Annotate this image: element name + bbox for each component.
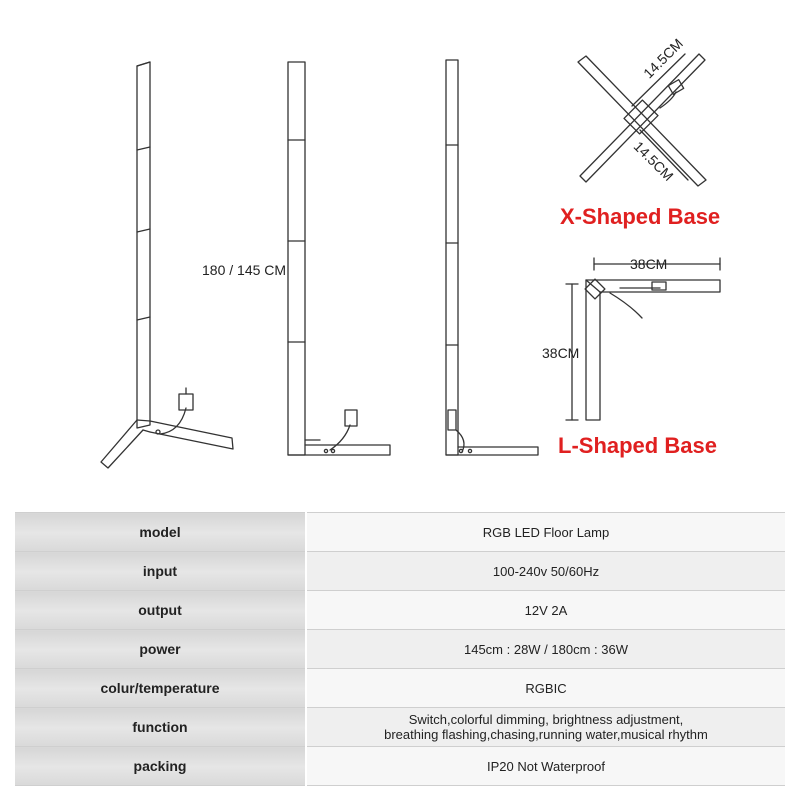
spec-value: RGB LED Floor Lamp — [306, 513, 785, 552]
x-base-diagram — [578, 54, 706, 186]
spec-row — [15, 630, 785, 669]
spec-key: output — [15, 591, 306, 630]
spec-value: 100-240v 50/60Hz — [306, 552, 785, 591]
spec-key: power — [15, 630, 306, 669]
lamp-view-front — [288, 62, 390, 455]
spec-row — [15, 591, 785, 630]
spec-key: input — [15, 552, 306, 591]
lamp-view-side — [446, 60, 538, 455]
spec-key: colur/temperature — [15, 669, 306, 708]
l-base-width-label: 38CM — [630, 256, 668, 272]
spec-row — [15, 708, 785, 747]
spec-row — [15, 513, 785, 552]
x-base-arm-bottom-label: 14.5CM — [630, 138, 677, 184]
spec-value: Switch,colorful dimming, brightness adjustment, breathing flashing,chasing,running water,musical rhythm — [306, 708, 785, 747]
x-shaped-base-title: X-Shaped Base — [560, 204, 721, 229]
l-shaped-base-title: L-Shaped Base — [558, 433, 717, 458]
spec-row — [15, 552, 785, 591]
spec-row — [15, 747, 785, 786]
spec-key: function — [15, 708, 306, 747]
spec-table-body — [15, 513, 785, 786]
l-base-depth-label: 38CM — [542, 345, 580, 361]
l-base-diagram — [566, 258, 720, 420]
x-base-arm-top-label: 14.5CM — [640, 35, 686, 82]
spec-row — [15, 669, 785, 708]
spec-key: packing — [15, 747, 306, 786]
height-dimension-label: 180 / 145 CM — [202, 262, 287, 278]
spec-value: 12V 2A — [306, 591, 785, 630]
spec-table — [15, 512, 785, 786]
spec-value: RGBIC — [306, 669, 785, 708]
spec-value: IP20 Not Waterproof — [306, 747, 785, 786]
spec-value: 145cm : 28W / 180cm : 36W — [306, 630, 785, 669]
spec-key: model — [15, 513, 306, 552]
